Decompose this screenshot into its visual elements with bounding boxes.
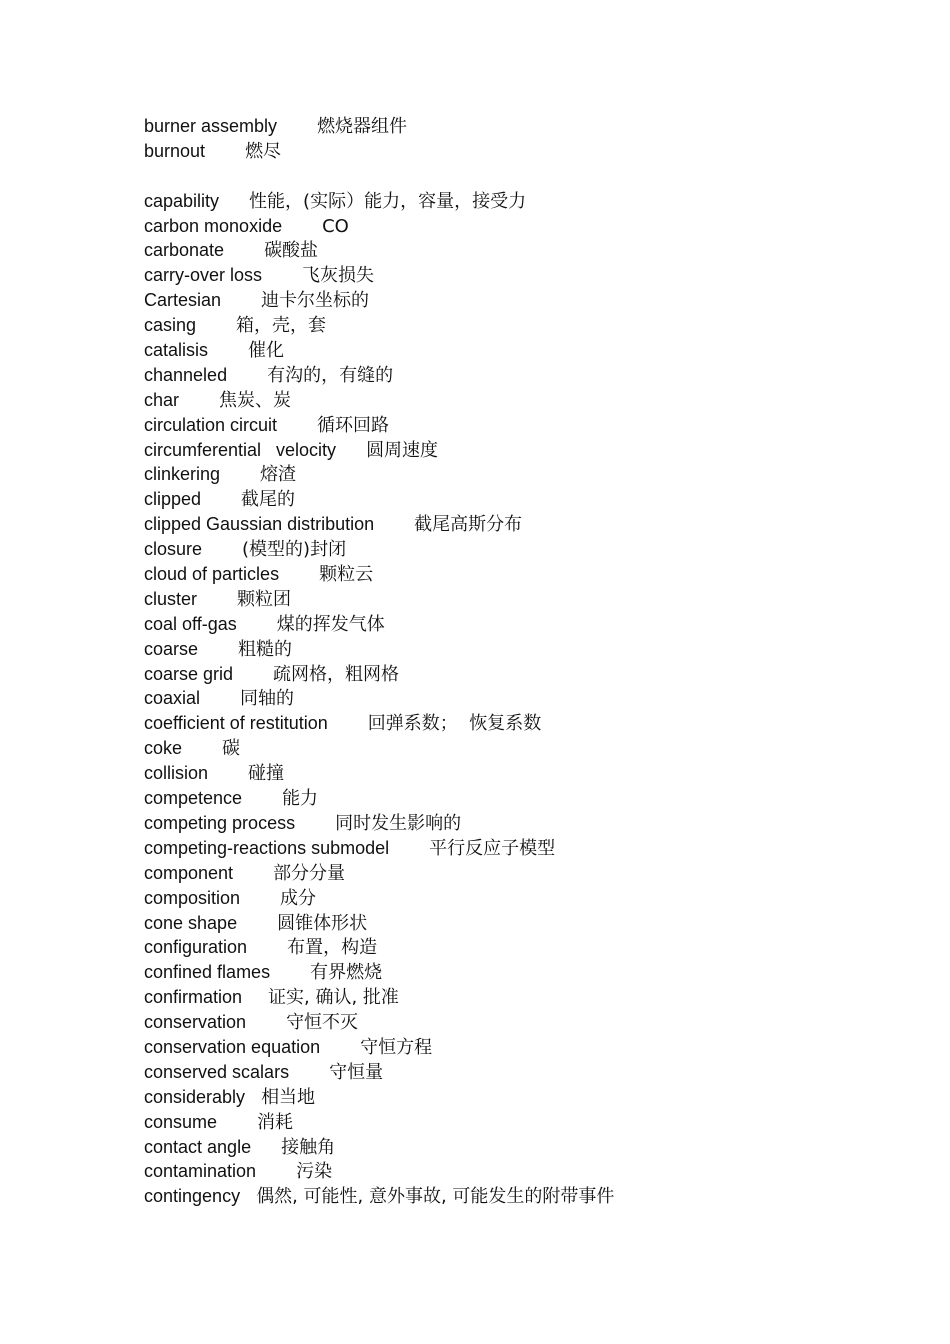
- entry-term: carbonate: [144, 240, 225, 261]
- glossary-entry: [144, 861, 904, 886]
- glossary-entry: [144, 487, 904, 512]
- glossary-entry: [144, 462, 904, 487]
- glossary-entry: [144, 1060, 904, 1085]
- entry-term: clipped Gaussian distribution: [144, 514, 375, 535]
- glossary-entry: [144, 1135, 904, 1160]
- entry-term: contingency: [144, 1186, 241, 1207]
- entry-definition: 布置，构造: [287, 937, 378, 959]
- glossary-entry: [144, 587, 904, 612]
- glossary-entry: [144, 1110, 904, 1135]
- entry-definition: 燃烧器组件: [317, 116, 408, 137]
- entry-term: coefficient of restitution: [144, 713, 328, 734]
- glossary-entry: [144, 662, 904, 687]
- entry-term: competing process: [144, 812, 296, 833]
- glossary-entry: [144, 761, 904, 786]
- glossary-entry: [144, 338, 904, 363]
- entry-definition: 圆周速度: [366, 439, 439, 461]
- entry-term: confined flames: [144, 962, 271, 983]
- entry-term: clinkering: [144, 464, 221, 485]
- entry-definition: 截尾的: [241, 489, 296, 511]
- glossary-entry: [144, 612, 904, 637]
- entry-term: channeled: [144, 364, 228, 385]
- entry-term: competence: [144, 788, 243, 809]
- blank-line: [144, 164, 904, 189]
- entry-definition: 截尾高斯分布: [414, 514, 523, 536]
- entry-term: consume: [144, 1111, 218, 1132]
- entry-term: confirmation: [144, 987, 243, 1008]
- entry-term: contamination: [144, 1161, 257, 1182]
- glossary-entry: [144, 736, 904, 761]
- glossary-entry: [144, 836, 904, 861]
- entry-definition: 守恒方程: [360, 1036, 433, 1058]
- entry-term: collision: [144, 763, 209, 784]
- entry-definition: 能力: [282, 788, 319, 810]
- glossary-entry: [144, 438, 904, 463]
- entry-definition: 偶然, 可能性, 意外事故, 可能发生的附带事件: [256, 1186, 615, 1208]
- entry-definition: 同轴的: [240, 688, 295, 710]
- entry-definition: 碳酸盐: [264, 240, 319, 262]
- entry-term: coal off-gas: [144, 613, 237, 634]
- entry-term: contact angle: [144, 1136, 252, 1157]
- entry-definition: CO: [322, 215, 349, 237]
- glossary-entry: [144, 363, 904, 388]
- entry-definition: 疏网格，粗网格: [273, 663, 400, 685]
- entry-definition: 熔渣: [260, 464, 297, 486]
- entry-definition: 箱，壳，套: [236, 315, 327, 337]
- entry-term: clipped: [144, 489, 202, 510]
- entry-term: burner assembly: [144, 116, 278, 136]
- entry-term: burnout: [144, 140, 206, 161]
- entry-definition: 消耗: [257, 1111, 294, 1133]
- entry-definition: 燃尽: [245, 140, 282, 162]
- entry-term: circulation circuit: [144, 414, 278, 435]
- glossary-entry: [144, 189, 904, 214]
- entry-definition: 守恒量: [329, 1061, 384, 1083]
- glossary-entry: [144, 1010, 904, 1035]
- entry-definition: 碰撞: [248, 763, 285, 785]
- entry-term: capability: [144, 190, 220, 211]
- entry-definition: 煤的挥发气体: [276, 613, 385, 635]
- glossary-entry: [144, 388, 904, 413]
- entry-term: closure: [144, 539, 203, 560]
- entry-definition: 成分: [280, 887, 317, 909]
- glossary-entry: [144, 886, 904, 911]
- entry-term: conservation: [144, 1012, 247, 1033]
- entry-definition: 相当地: [261, 1086, 316, 1108]
- entry-term: Cartesian: [144, 290, 222, 311]
- entry-definition: 催化: [248, 340, 285, 362]
- entry-definition: (模型的)封闭: [242, 539, 347, 561]
- entry-term: conservation equation: [144, 1036, 321, 1057]
- glossary-entry: [144, 1085, 904, 1110]
- entry-term: competing-reactions submodel: [144, 837, 390, 858]
- glossary-list: [144, 114, 904, 1209]
- glossary-entry: [144, 288, 904, 313]
- glossary-entry: [144, 911, 904, 936]
- glossary-entry: [144, 413, 904, 438]
- entry-term: cluster: [144, 588, 198, 609]
- entry-term: cloud of particles: [144, 564, 280, 585]
- entry-term: carbon monoxide: [144, 215, 283, 236]
- glossary-entry: [144, 1184, 904, 1209]
- glossary-entry: [144, 114, 904, 139]
- entry-definition: 同时发生影响的: [335, 812, 462, 834]
- glossary-entry: [144, 637, 904, 662]
- glossary-entry: [144, 960, 904, 985]
- entry-definition: 粗糙的: [238, 638, 293, 660]
- entry-term: casing: [144, 315, 197, 336]
- entry-term: component: [144, 862, 234, 883]
- glossary-entry: [144, 512, 904, 537]
- glossary-entry: [144, 139, 904, 164]
- entry-term: coke: [144, 738, 183, 759]
- entry-term: char: [144, 389, 180, 410]
- entry-term: coarse grid: [144, 663, 234, 684]
- entry-definition: 迪卡尔坐标的: [261, 290, 370, 312]
- entry-definition: 焦炭、炭: [219, 389, 292, 411]
- entry-term: catalisis: [144, 340, 209, 361]
- entry-term: considerably: [144, 1086, 246, 1107]
- glossary-entry: [144, 537, 904, 562]
- entry-definition: 守恒不灭: [286, 1012, 359, 1034]
- entry-definition: 颗粒云: [319, 564, 374, 586]
- glossary-entry: [144, 1159, 904, 1184]
- glossary-entry: [144, 214, 904, 239]
- glossary-entry: [144, 238, 904, 263]
- entry-term: cone shape: [144, 912, 238, 933]
- entry-definition: 有沟的，有缝的: [267, 364, 394, 386]
- glossary-entry: [144, 686, 904, 711]
- entry-definition: 接触角: [281, 1136, 336, 1158]
- entry-term: composition: [144, 887, 241, 908]
- entry-definition: 循环回路: [317, 414, 390, 436]
- entry-definition: 部分分量: [273, 862, 346, 884]
- entry-definition: 飞灰损失: [302, 265, 375, 287]
- entry-term: conserved scalars: [144, 1061, 290, 1082]
- entry-definition: 碳: [222, 738, 241, 760]
- entry-definition: 有界燃烧: [310, 962, 383, 984]
- entry-term: coaxial: [144, 688, 201, 709]
- glossary-entry: [144, 562, 904, 587]
- glossary-entry: [144, 786, 904, 811]
- entry-definition: 回弹系数； 恢复系数: [367, 713, 542, 735]
- glossary-entry: [144, 985, 904, 1010]
- glossary-entry: [144, 263, 904, 288]
- entry-term: carry-over loss: [144, 265, 263, 286]
- glossary-entry: [144, 711, 904, 736]
- glossary-entry: [144, 313, 904, 338]
- entry-definition: 颗粒团: [237, 588, 292, 610]
- entry-definition: 污染: [296, 1161, 333, 1183]
- entry-term: coarse: [144, 638, 199, 659]
- entry-definition: 平行反应子模型: [429, 837, 556, 859]
- entry-term: circumferential velocity: [144, 439, 337, 460]
- entry-definition: 证实, 确认, 批准: [268, 987, 399, 1009]
- glossary-entry: [144, 935, 904, 960]
- glossary-entry: [144, 1035, 904, 1060]
- entry-term: configuration: [144, 937, 248, 958]
- glossary-entry: [144, 811, 904, 836]
- entry-definition: 圆锥体形状: [277, 912, 368, 934]
- entry-definition: 性能，(实际）能力，容量，接受力: [249, 190, 527, 212]
